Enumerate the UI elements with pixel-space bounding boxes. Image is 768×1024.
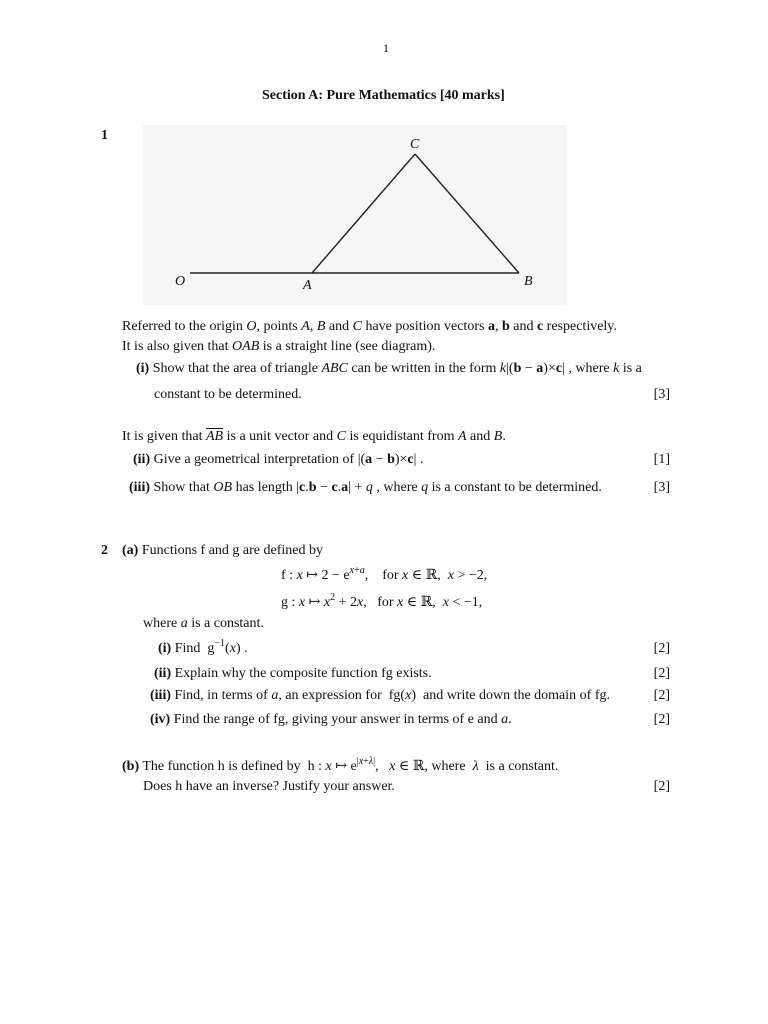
q2-a-iii: (iii) Find, in terms of a, an expression for fg(x) and write down the domain of fg. — [150, 688, 610, 703]
label-a: A — [303, 278, 312, 293]
q2-a-ii: (ii) Explain why the composite function fg exists. — [154, 666, 432, 681]
page-number: 1 — [383, 41, 389, 55]
q1-given2: It is given that $\overline{AB}$ is a unit vector and C is equidistant from A and B. — [122, 429, 506, 444]
q2-where-a: where a is a constant. — [143, 616, 264, 631]
q1-part-ii: (ii) Give a geometrical interpretation of |(a − b)×c| . — [133, 452, 424, 467]
q2-f-definition: f : x ↦ $2 - e^{x+a}$, for x ∈ ℝ, x > −2, — [281, 565, 488, 583]
q2-b-marks: [2] — [653, 779, 670, 794]
q2-a-intro: (a) Functions f and g are defined by — [122, 543, 324, 558]
question-2-number: 2 — [101, 543, 108, 558]
q2-a-iv-marks: [2] — [653, 712, 670, 727]
q2-a-ii-marks: [2] — [653, 666, 670, 681]
q2-b: (b) The function h is defined by h : x ↦ $e^{|x+\lambda|}$, x ∈ ℝ, where λ is a constant. — [122, 756, 559, 774]
label-o: O — [175, 274, 186, 289]
q1-intro-line2: It is also given that OAB is a straight line (see diagram). — [122, 339, 436, 354]
q2-g-definition: g : x ↦ $x^2 + 2x$, for x ∈ ℝ, x < −1, — [281, 592, 483, 610]
q2-a-iv: (iv) Find the range of fg, giving your answer in terms of e and a. — [150, 712, 512, 727]
q1-part-i-line2: constant to be determined. — [154, 387, 302, 402]
triangle-diagram — [143, 125, 567, 305]
question-1-number: 1 — [101, 128, 108, 143]
q2-a-i-marks: [2] — [653, 641, 670, 656]
q1-intro-line1: Referred to the origin O, points A, B and C have position vectors a, b and c respectively. — [122, 319, 617, 334]
section-title: Section A: Pure Mathematics [40 marks] — [262, 88, 505, 103]
q1-part-iii-marks: [3] — [653, 480, 670, 495]
q2-a-i: (i) Find $g^{-1}(x)$ . — [158, 638, 248, 656]
q1-part-i-marks: [3] — [653, 387, 670, 402]
q2-a-iii-marks: [2] — [653, 688, 670, 703]
q1-part-ii-marks: [1] — [653, 452, 670, 467]
q1-part-i: (i) Show that the area of triangle ABC can be written in the form k|(b − a)×c| , where k is a — [136, 361, 642, 376]
q2-b-line2: Does h have an inverse? Justify your answer. — [143, 779, 395, 794]
diagram-background — [143, 125, 567, 305]
label-b: B — [524, 274, 533, 289]
q1-part-iii: (iii) Show that OB has length |c.b − c.a| + q , where q is a constant to be determined. — [129, 480, 602, 495]
label-c: C — [410, 137, 420, 152]
